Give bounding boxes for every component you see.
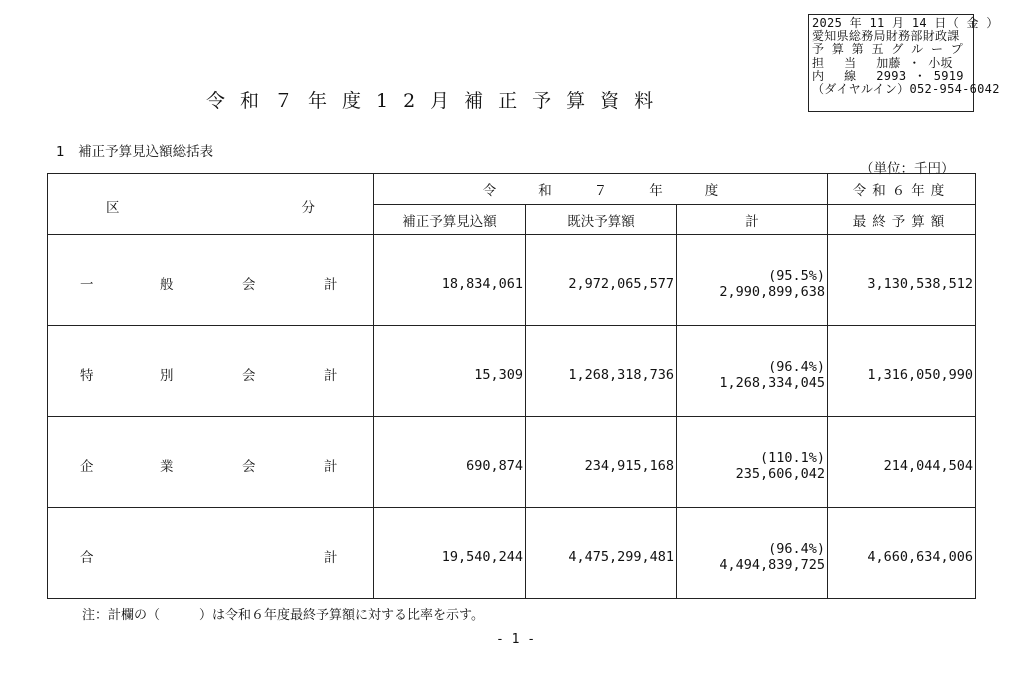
row-label-char: 計 [324, 277, 338, 293]
row-label-char: 会 [242, 368, 256, 384]
row-label-char: 会 [242, 459, 256, 475]
total-cell [677, 326, 828, 417]
row-label [48, 508, 374, 599]
prev-final-cell: 3,130,538,512 [828, 235, 976, 326]
kiketsu-cell: 1,268,318,736 [526, 326, 677, 417]
table-row [48, 508, 976, 599]
staff-line: 担 当 加藤 ・ 小坂 [812, 55, 953, 70]
header-prev-year: 令和６年度 [828, 174, 976, 205]
contact-info-box [808, 14, 1000, 112]
kiketsu-cell: 4,475,299,481 [526, 508, 677, 599]
total-value: 1,268,334,045 [719, 375, 826, 391]
ratio-text: (95.5%) [768, 268, 826, 284]
document-title: 令和７年度12月補正予算資料 [206, 90, 669, 112]
group-line: 予 算 第 五 グ ル ー プ [812, 42, 964, 57]
unit-label: （単位：千円） [860, 161, 955, 177]
total-cell [677, 417, 828, 508]
row-label [48, 235, 374, 326]
extension-line: 内 線 2993 ・ 5919 [812, 68, 964, 83]
table-row [48, 326, 976, 417]
dial-in-line: （ダイヤルイン）052-954-6042 [812, 82, 1000, 97]
hosei-cell: 15,309 [374, 326, 526, 417]
row-label-char: 般 [160, 277, 174, 293]
kiketsu-cell: 2,972,065,577 [526, 235, 677, 326]
header-total: 計 [677, 205, 828, 235]
ratio-text: (110.1%) [759, 450, 826, 466]
row-label-char: 合 [80, 550, 94, 566]
row-label [48, 417, 374, 508]
budget-summary-table [47, 173, 976, 599]
row-label-char: 業 [160, 459, 174, 475]
section-heading: 1 補正予算見込額総括表 [56, 144, 214, 160]
table-row [48, 235, 976, 326]
row-label-char: 計 [324, 550, 338, 566]
row-label-char: 一 [80, 277, 94, 293]
prev-final-cell: 214,044,504 [828, 417, 976, 508]
header-kubun [48, 174, 374, 235]
total-value: 4,494,839,725 [719, 557, 826, 573]
header-kubun-char-1: 区 [106, 200, 120, 216]
hosei-cell: 19,540,244 [374, 508, 526, 599]
row-label-char: 別 [160, 368, 174, 384]
hosei-cell: 690,874 [374, 417, 526, 508]
header-kiketsu: 既決予算額 [526, 205, 677, 235]
row-label [48, 326, 374, 417]
date-line: 2025 年 11 月 14 日（ 金 ） [812, 16, 999, 30]
page-number: - 1 - [496, 632, 536, 647]
header-kubun-char-2: 分 [301, 200, 315, 216]
kiketsu-cell: 234,915,168 [526, 417, 677, 508]
ratio-text: (96.4%) [768, 359, 826, 375]
total-value: 2,990,899,638 [719, 284, 826, 300]
table-row [48, 417, 976, 508]
header-current-year: 令和７年度 [374, 174, 828, 205]
department-line: 愛知県総務局財務部財政課 [812, 29, 960, 44]
row-label-char: 会 [242, 277, 256, 293]
header-hosei: 補正予算見込額 [374, 205, 526, 235]
row-label-char: 計 [324, 459, 338, 475]
prev-final-cell: 1,316,050,990 [828, 326, 976, 417]
row-label-char: 計 [324, 368, 338, 384]
ratio-text: (96.4%) [768, 541, 826, 557]
total-cell [677, 235, 828, 326]
total-value: 235,606,042 [735, 466, 826, 482]
prev-final-cell: 4,660,634,006 [828, 508, 976, 599]
total-cell [677, 508, 828, 599]
row-label-char: 企 [80, 459, 94, 475]
row-label-char: 特 [80, 368, 94, 384]
footnote: 注：計欄の（ ）は令和６年度最終予算額に対する比率を示す。 [82, 608, 484, 623]
hosei-cell: 18,834,061 [374, 235, 526, 326]
header-prev-final: 最終予算額 [828, 205, 976, 235]
